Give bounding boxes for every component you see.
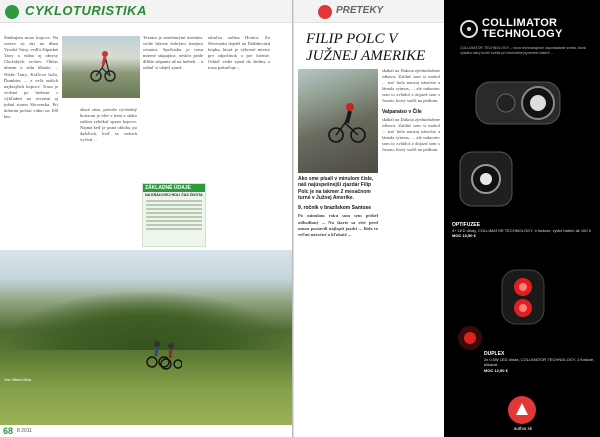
section-header	[294, 0, 444, 23]
bike-section-icon	[5, 5, 19, 19]
article-lead	[298, 176, 378, 238]
product-1-name: OPTIFUZEE	[452, 222, 481, 228]
section-header	[0, 0, 292, 23]
subheading-santos: 9. ročník v brazílskom Santose	[298, 205, 372, 212]
photo-credit: Text: Milena Wells	[4, 378, 32, 382]
ad-tagline: COLLIMATOR TECHNOLOGY – nová technologické usporiadanie svetla, ktorá vytvára ostrý kužeľ svetla pri minimálnej spotrebe batérií ...	[460, 46, 586, 55]
race-section-icon	[318, 5, 332, 19]
lead-text: Ako sme písali v minulom čísle, náš najúspešnejší zjazdár Filip Polc je na takmer 2 mesačnom turné v Južnej Amerike.	[298, 176, 374, 201]
article-column-4: tabuľou začína Horáca. Zo Slovenska dojdeš na Drábňovskú kópku, ktorá je výborné miesto pre odpočinok a pre fotenie. Odtiaľ vedie zjazd do dediny a trasa pokračuje ...	[208, 35, 270, 71]
info-box-lines	[143, 200, 205, 230]
info-box-title: ZÁKLADNÉ ÚDAJE	[143, 184, 205, 192]
advertisement-page	[444, 0, 600, 437]
landscape-photo	[0, 250, 292, 425]
ad-brand-name	[482, 18, 563, 40]
brand-line-2: TECHNOLOGY	[482, 28, 563, 40]
brand-line-1: COLLIMATOR	[482, 17, 558, 29]
section-title: PRETEKY	[336, 5, 384, 16]
article-column-b-more: skákal na Dakota zjednodušene zábavu. Zaíduš som si mohol ... trať bola naozaj náročná a lámala rytmus, ... ale nakoniec som to zvládol a dojazd som s časom, ktorý stačil na pódium.	[382, 116, 440, 153]
rider-photo	[62, 36, 140, 98]
middle-page	[294, 0, 444, 437]
cyclist-icon	[90, 48, 116, 82]
rear-light-small-icon	[452, 320, 488, 356]
subheading-valparaiso: Valparaíso v Čile	[382, 108, 422, 115]
left-page	[0, 0, 292, 437]
info-box-subtitle: NA KRÁĽOVEJ HOLI ČAS ŽIVOTA	[145, 193, 203, 197]
article-column-2: skoré ráno, pretože východný horizont je ešte v tieni a slnko začína vykúkať spoza kopcov. Najmä keď je jasná obloha, po dažďoch, keď sa vzduch vyčistí ...	[80, 107, 137, 143]
product-1-price: MOC 10,90 €	[452, 233, 476, 239]
section-title: CYKLOTURISTIKA	[25, 3, 147, 18]
front-light-side-icon	[452, 136, 522, 220]
article-column-1: Štúdiujem more kopcov. Na severe sú aki na dlani Vysoké Tatry, vedľa Západné Tatry a vidno aj obrysy Chočských vrchov. Občas uhnem a zídu hlboko ... Nízke Tatry, Kráľova hoľa, Ďumbier, ... a veľa našich najkrajších kopcov. Trasa je vedená po hrebeni s výhľadmi na severnú aj južnú stranu Slovenska. Pri dobrom počasí vidno na 100 km.	[4, 35, 58, 120]
product-1-desc: 4+ LED diódy, COLLIMATOR TECHNOLOGY, 4 funkcie, výdrž batérií až 100 h	[452, 228, 591, 234]
product-2-desc: 2x 0,5W LED dióda, COLLIMATOR TECHNOLOGY, 2 funkcie, blikanie	[484, 357, 595, 368]
ad-brand-logo	[460, 18, 600, 44]
rear-light-icon	[488, 262, 558, 332]
article-column-3: Textúra je zmiešanými územím, vedie hlavne dobrými lesnými cestami. Spočiatku je trasa mierne stúpajúca, neskôr príde dlhšie stúpanie až na hrebeň ... a odtiaľ si užiješ zjazd.	[143, 35, 203, 71]
article-column-b-wrap	[382, 68, 440, 153]
product-2-name: DUPLEX	[484, 351, 505, 357]
collimator-logo-icon	[460, 20, 478, 38]
page-footer	[0, 425, 292, 437]
article-column-b: skákal na Dakota zjednodušene zábavu. Zaíduš som si mohol ... trať bola naozaj náročná a lámala rytmus, ... ale nakoniec som to zvládol a dojazd som s časom, ktorý stačil na pódium.	[382, 68, 440, 104]
front-light-icon	[472, 68, 570, 140]
author-brand: author.sk	[513, 426, 533, 431]
issue-label: 8 2011	[17, 428, 32, 434]
article-title: FILIP POLC V JUŽNEJ AMERIKE	[306, 31, 426, 64]
page-number: 68	[3, 426, 14, 436]
author-logo-icon	[508, 396, 536, 424]
cyclists-icon	[142, 330, 182, 370]
downhill-rider-icon	[328, 99, 366, 145]
article-column-a: Po minulom roku som sem prišiel odhodlaný ... Na štarte sa ešte pred mnou postavili najlepší jazdci ... Bolo to veľmi náročné a kľukaté ...	[298, 213, 378, 237]
product-2-price: MOC 12,90 €	[484, 367, 508, 373]
product-2-info	[484, 352, 596, 373]
racer-photo	[298, 69, 378, 173]
info-box	[142, 183, 206, 247]
product-1-info	[452, 223, 597, 239]
